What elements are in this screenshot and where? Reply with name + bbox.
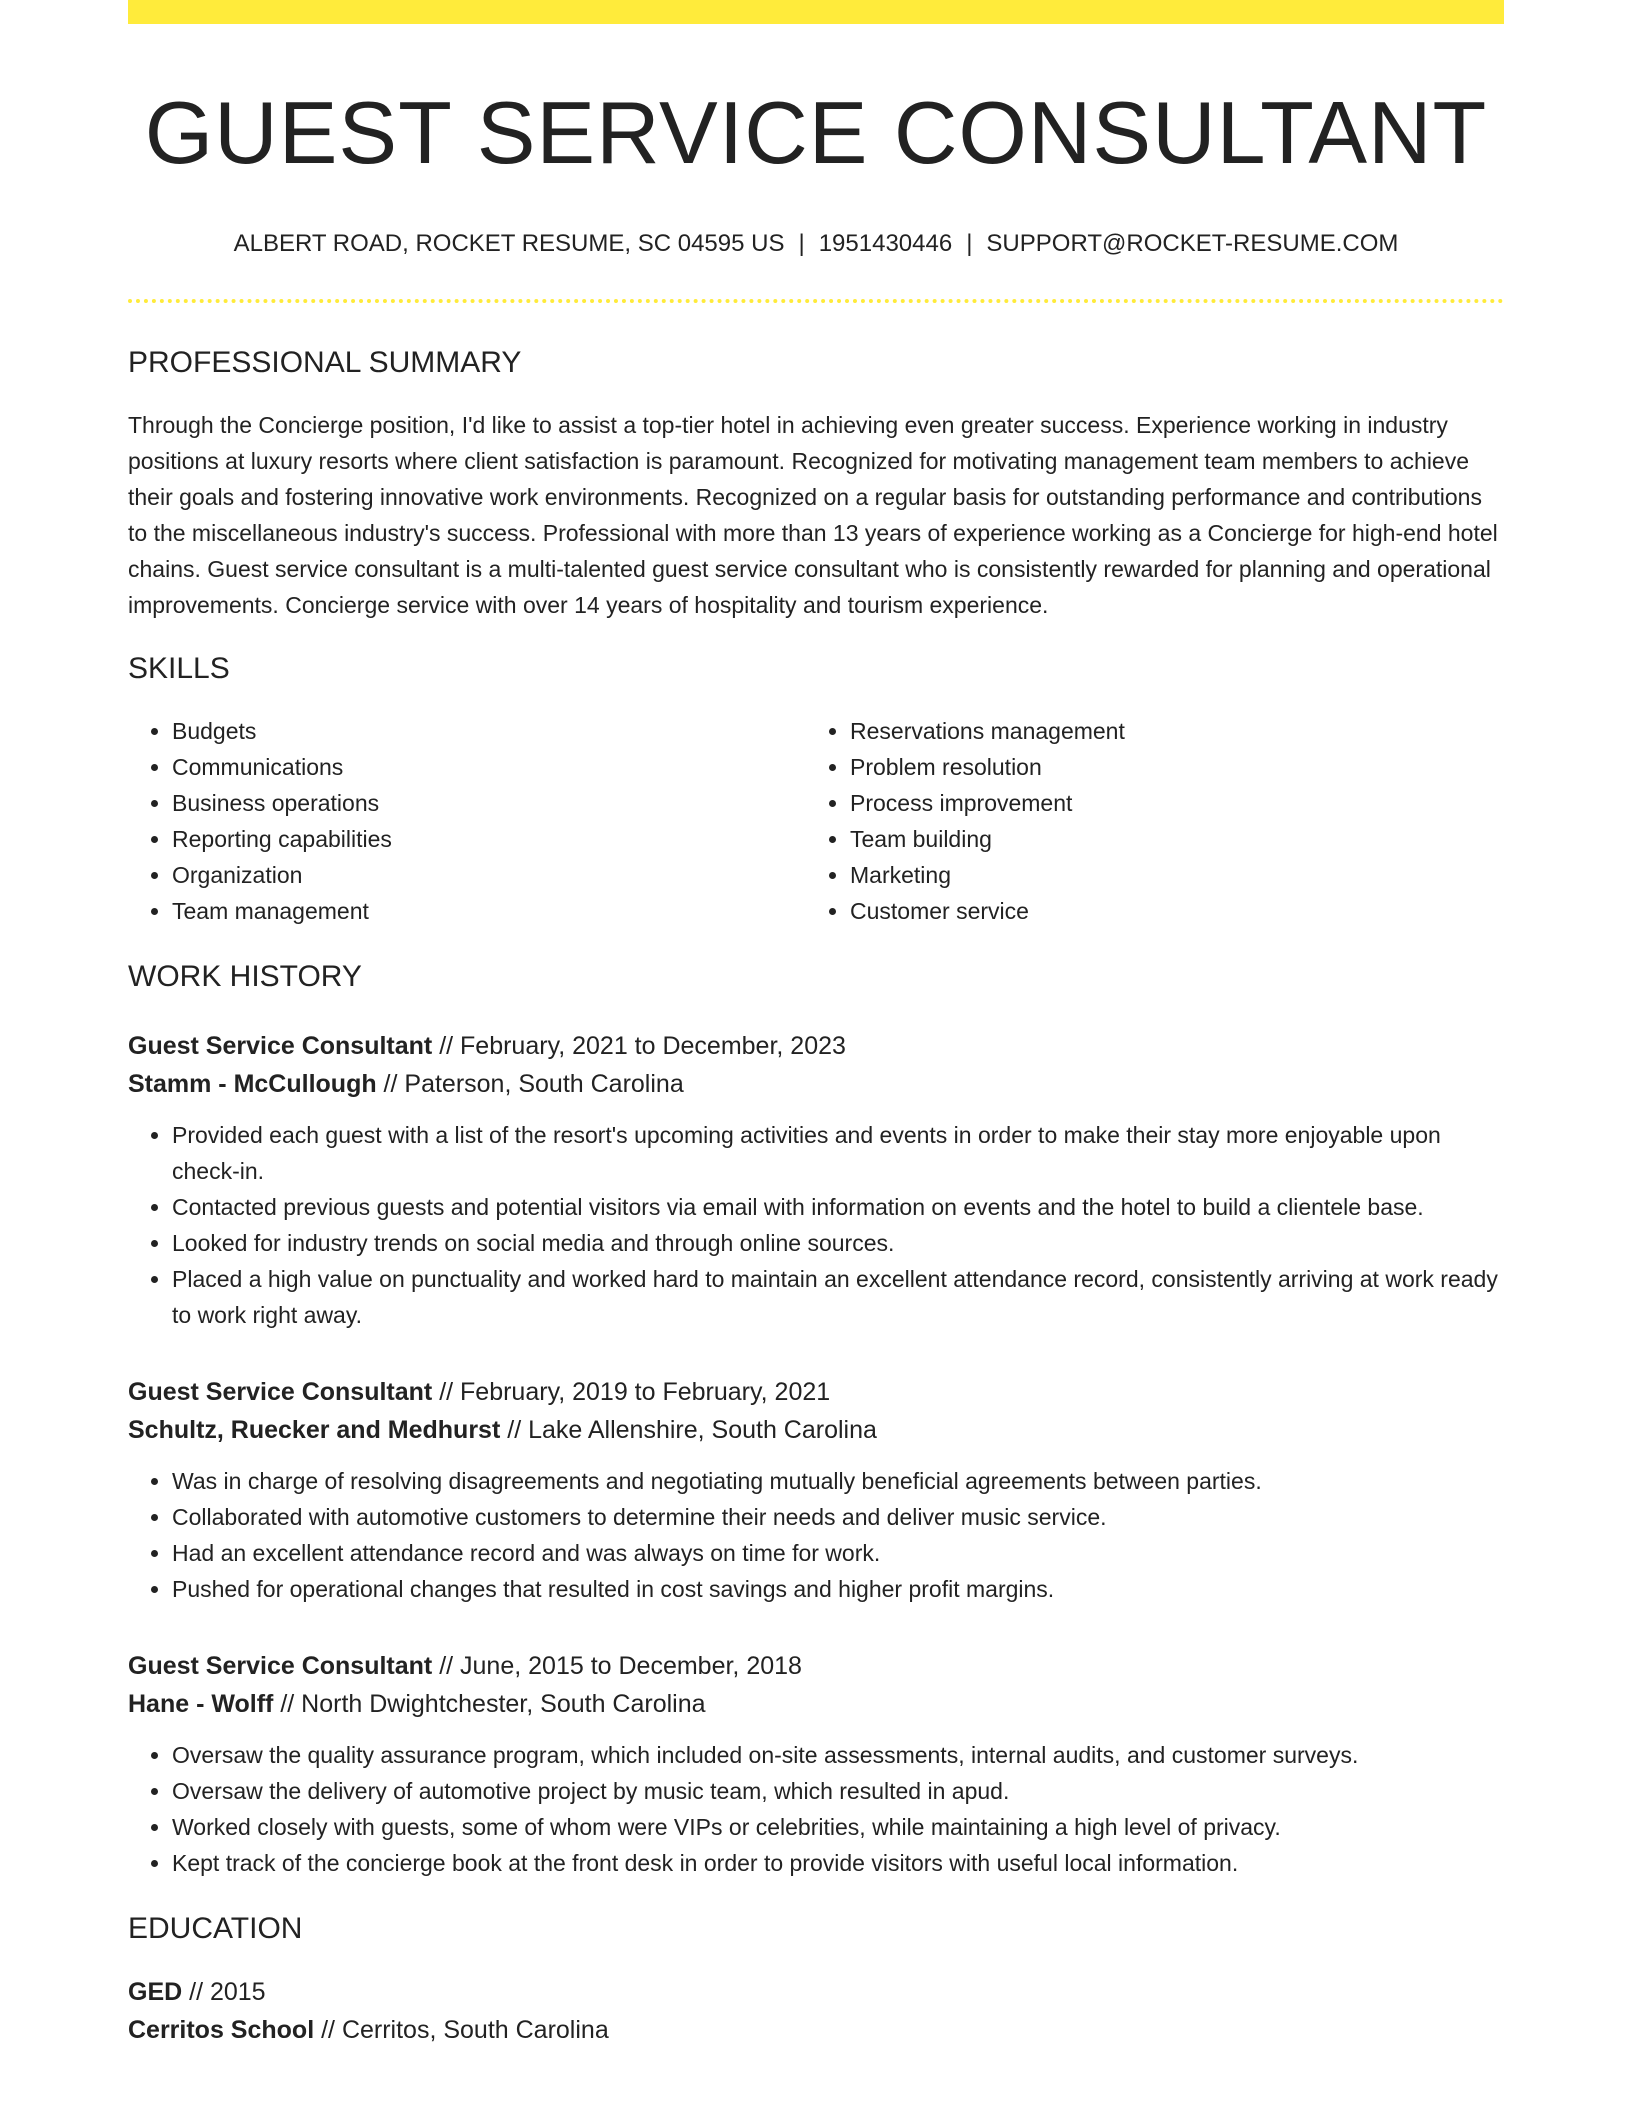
job-role: Guest Service Consultant: [128, 1652, 433, 1681]
work-history-heading: WORK HISTORY: [128, 960, 362, 994]
job-dates: // February, 2021 to December, 2023: [432, 1032, 846, 1061]
job-company-line: [128, 1065, 1504, 1103]
contact-separator: |: [966, 230, 973, 258]
job-company: Schultz, Ruecker and Medhurst: [128, 1416, 501, 1445]
job-bullet: • Had an excellent attendance record and was always on time for work.: [172, 1535, 1504, 1571]
job-entry: [128, 1027, 1504, 1333]
resume-page: [128, 0, 1504, 2049]
skill-item: • Organization: [172, 857, 806, 893]
skill-item: • Customer service: [850, 893, 1450, 929]
skills-column-left: [128, 713, 806, 929]
job-bullet: • Looked for industry trends on social media and through online sources.: [172, 1225, 1504, 1261]
job-company-line: [128, 1411, 1504, 1449]
skills-heading: SKILLS: [128, 652, 230, 686]
summary-text: Through the Concierge position, I'd like to assist a top-tier hotel in achieving even greater success. Experience working in industry positions at luxury resorts where client satisfaction is paramount. Recognized for motivating management team members to achieve their goals and fostering innovative work environments. Recognized on a regular basis for outstanding performance and contributions to the miscellaneous industry's success. Professional with more than 13 years of experience working as a Concierge for high-end hotel chains. Guest service consultant is a multi-talented guest service consultant who is consistently rewarded for planning and operational improvements. Concierge service with over 14 years of hospitality and tourism experience.: [128, 412, 1498, 619]
job-company: Stamm - McCullough: [128, 1070, 377, 1099]
education-school-line: [128, 2011, 1504, 2049]
contact-phone: 1951430446: [818, 230, 953, 258]
job-role: Guest Service Consultant: [128, 1378, 433, 1407]
contact-line: [128, 229, 1504, 259]
education-location: // Cerritos, South Carolina: [314, 2016, 609, 2045]
skill-item: • Budgets: [172, 713, 806, 749]
job-company-line: [128, 1685, 1504, 1723]
job-role: Guest Service Consultant: [128, 1032, 433, 1061]
job-title-line: [128, 1027, 1504, 1065]
job-bullet: • Provided each guest with a list of the resort's upcoming activities and events in order to make their stay more enjoyable upon check-in.: [172, 1117, 1504, 1189]
job-bullets: [128, 1463, 1504, 1607]
summary-heading: PROFESSIONAL SUMMARY: [128, 346, 522, 380]
skills-list: [128, 713, 1504, 929]
job-dates: // June, 2015 to December, 2018: [432, 1652, 802, 1681]
accent-top-bar: [128, 0, 1504, 24]
skill-item: • Reporting capabilities: [172, 821, 806, 857]
job-bullets: [128, 1117, 1504, 1333]
job-location: // North Dwightchester, South Carolina: [273, 1690, 706, 1719]
job-company: Hane - Wolff: [128, 1690, 274, 1719]
education-degree-line: [128, 1973, 1504, 2011]
education-degree: GED: [128, 1978, 183, 2007]
job-bullet: • Kept track of the concierge book at the front desk in order to provide visitors with useful local information.: [172, 1845, 1504, 1881]
contact-separator: |: [798, 230, 805, 258]
job-bullet: • Was in charge of resolving disagreements and negotiating mutually beneficial agreements between parties.: [172, 1463, 1504, 1499]
job-bullet: • Worked closely with guests, some of whom were VIPs or celebrities, while maintaining a high level of privacy.: [172, 1809, 1504, 1845]
job-bullet: • Contacted previous guests and potential visitors via email with information on events and the hotel to build a clientele base.: [172, 1189, 1504, 1225]
job-bullet: • Collaborated with automotive customers to determine their needs and deliver music service.: [172, 1499, 1504, 1535]
contact-email: SUPPORT@ROCKET-RESUME.COM: [986, 230, 1399, 258]
skill-item: • Reservations management: [850, 713, 1450, 749]
job-dates: // February, 2019 to February, 2021: [432, 1378, 831, 1407]
skill-item: • Communications: [172, 749, 806, 785]
job-title-line: [128, 1647, 1504, 1685]
job-entry: [128, 1647, 1504, 1881]
education-entry: [128, 1973, 1504, 2049]
skill-item: • Team building: [850, 821, 1450, 857]
education-school: Cerritos School: [128, 2016, 315, 2045]
header-divider: [128, 299, 1504, 303]
job-location: // Lake Allenshire, South Carolina: [500, 1416, 877, 1445]
contact-address: ALBERT ROAD, ROCKET RESUME, SC 04595 US: [233, 230, 785, 258]
education-heading: EDUCATION: [128, 1912, 303, 1946]
job-bullet: • Pushed for operational changes that resulted in cost savings and higher profit margins.: [172, 1571, 1504, 1607]
job-bullet: • Placed a high value on punctuality and worked hard to maintain an excellent attendance record, consistently arriving at work ready to work right away.: [172, 1261, 1504, 1333]
job-bullet: • Oversaw the quality assurance program, which included on-site assessments, internal audits, and customer surveys.: [172, 1737, 1504, 1773]
skill-item: • Business operations: [172, 785, 806, 821]
job-bullet: • Oversaw the delivery of automotive project by music team, which resulted in apud.: [172, 1773, 1504, 1809]
job-location: // Paterson, South Carolina: [376, 1070, 684, 1099]
skill-item: • Team management: [172, 893, 806, 929]
job-title-line: [128, 1373, 1504, 1411]
skills-column-right: [806, 713, 1450, 929]
job-entry: [128, 1373, 1504, 1607]
skill-item: • Problem resolution: [850, 749, 1450, 785]
skill-item: • Process improvement: [850, 785, 1450, 821]
job-bullets: [128, 1737, 1504, 1881]
skill-item: • Marketing: [850, 857, 1450, 893]
resume-title: GUEST SERVICE CONSULTANT: [144, 83, 1488, 182]
education-year: // 2015: [182, 1978, 266, 2007]
